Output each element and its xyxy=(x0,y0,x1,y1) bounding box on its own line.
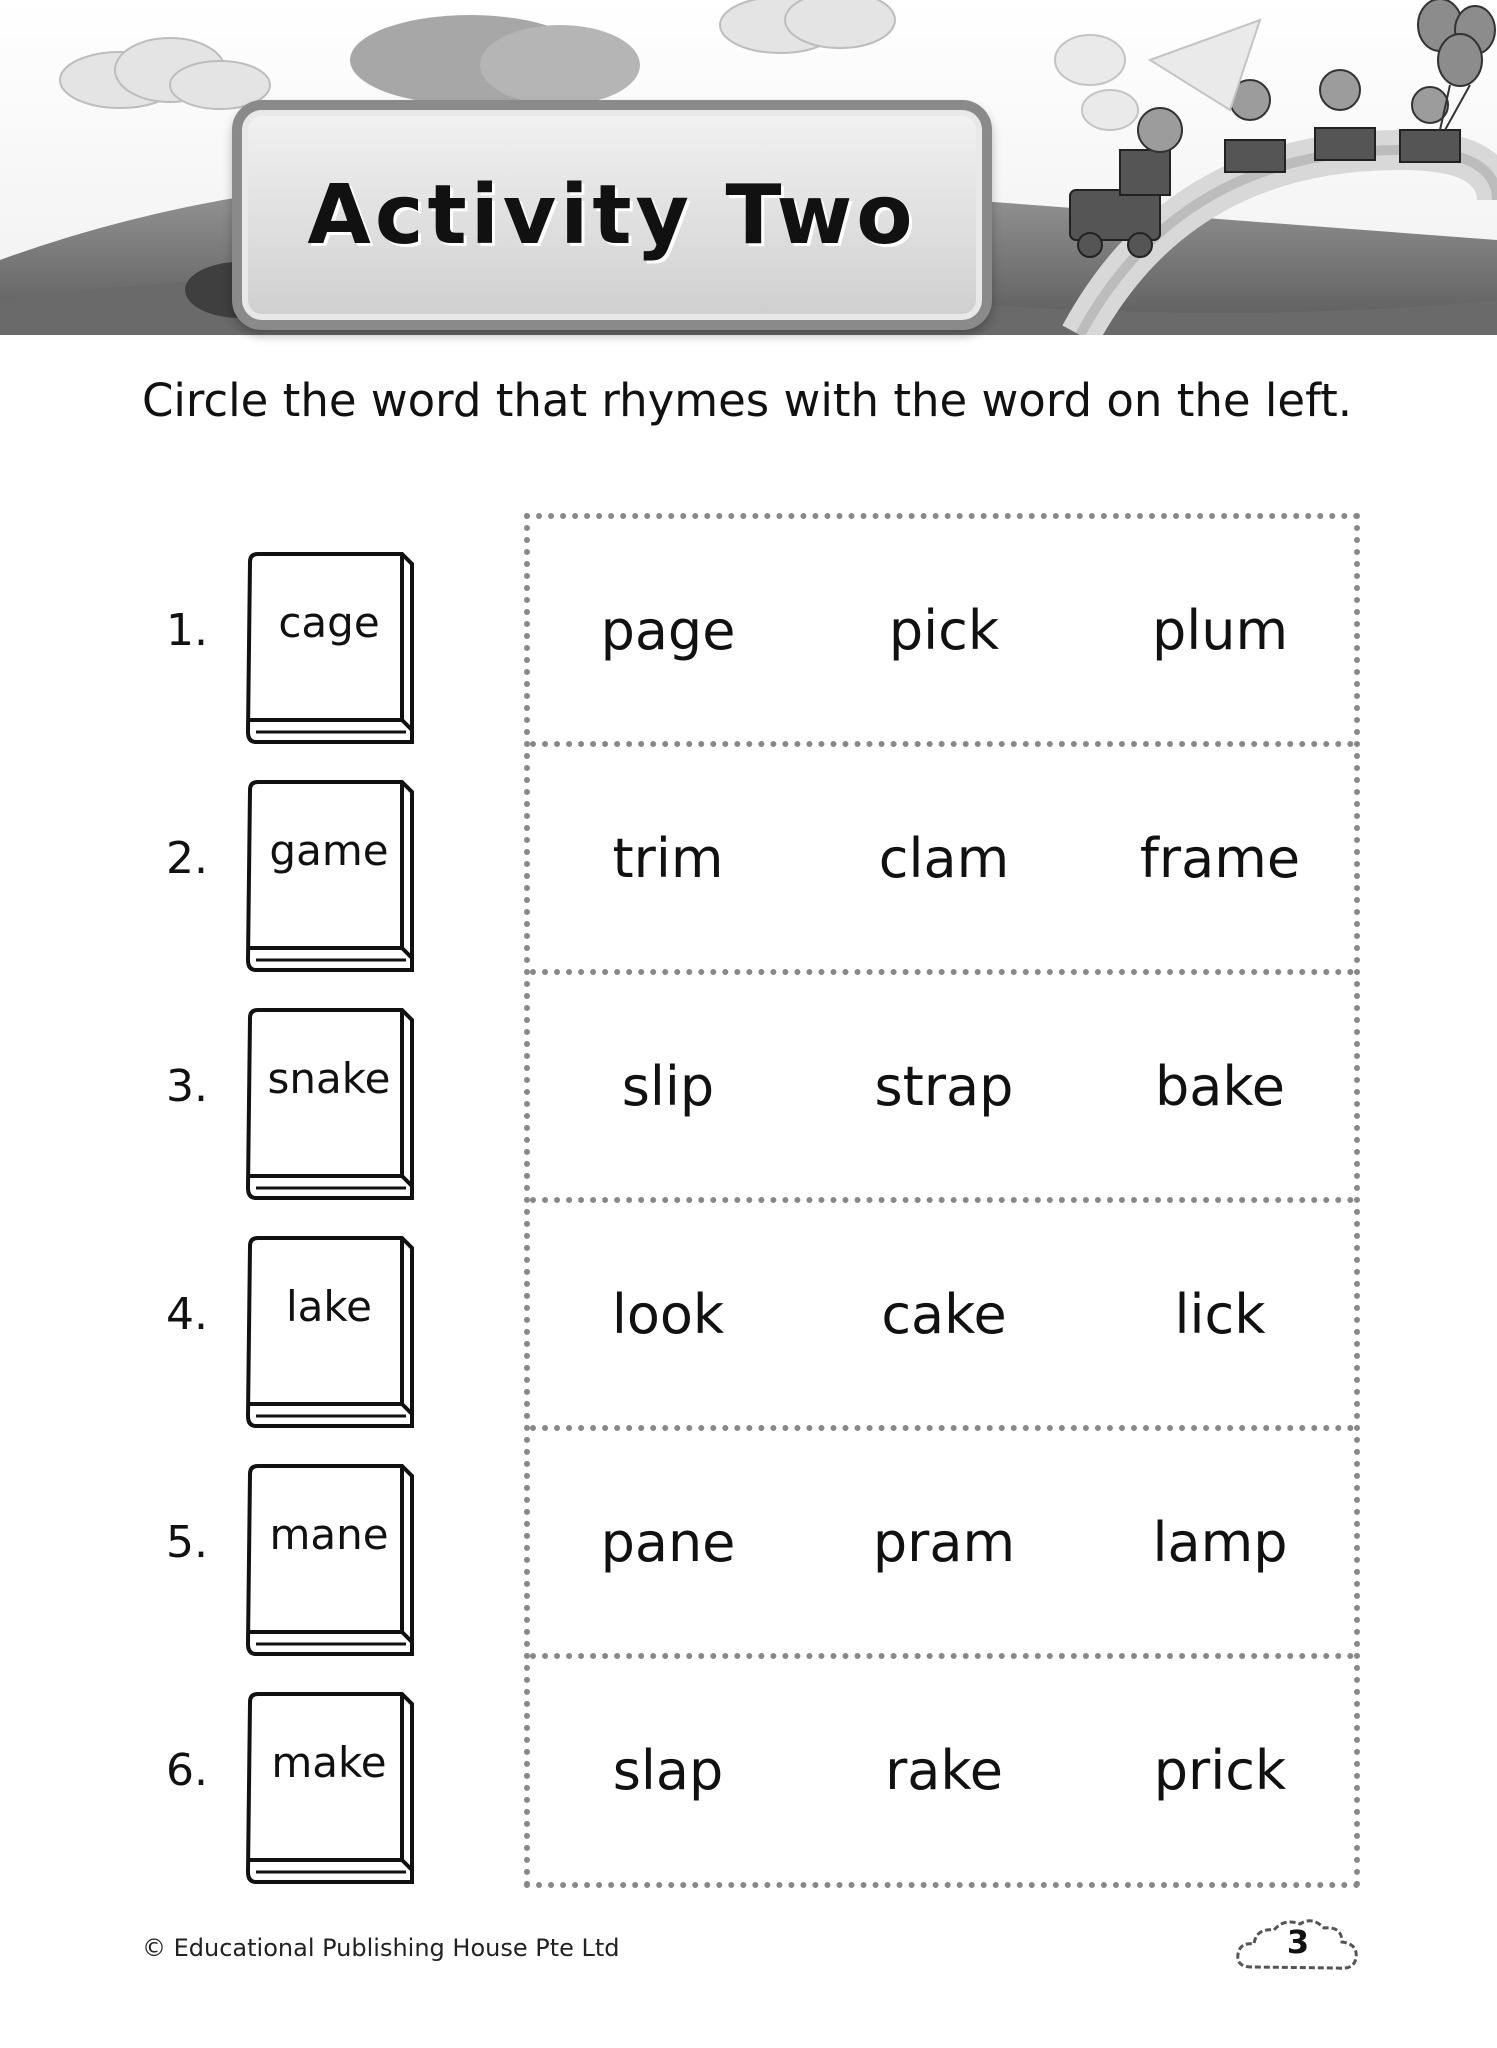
question-number: 5. xyxy=(166,1517,208,1568)
answer-option[interactable]: lamp xyxy=(1152,1511,1288,1574)
book-icon xyxy=(244,1234,420,1430)
answer-option[interactable]: trim xyxy=(612,827,724,890)
book-icon xyxy=(244,1690,420,1886)
answer-row xyxy=(530,1659,1354,1887)
page-number: 3 xyxy=(1286,1923,1310,1961)
answer-row xyxy=(530,1203,1354,1431)
question-number: 6. xyxy=(166,1745,208,1796)
answer-option[interactable]: pane xyxy=(600,1511,736,1574)
book-icon xyxy=(244,778,420,974)
rhyme-word: lake xyxy=(285,1282,373,1331)
answer-row xyxy=(530,1431,1354,1659)
book-icon xyxy=(244,550,420,746)
question-number: 2. xyxy=(166,833,208,884)
header-banner xyxy=(0,0,1497,335)
page-title: Activity Two xyxy=(307,167,917,263)
rhyme-word: mane xyxy=(269,1510,389,1559)
answer-option[interactable]: cake xyxy=(881,1283,1007,1346)
book-icon xyxy=(244,1006,420,1202)
answer-option[interactable]: slip xyxy=(621,1055,715,1118)
answer-option[interactable]: slap xyxy=(612,1739,724,1802)
rhyme-word: make xyxy=(271,1738,387,1787)
instruction-text: Circle the word that rhymes with the word on the left. xyxy=(142,374,1353,427)
answer-grid xyxy=(524,513,1360,1888)
answer-option[interactable]: pram xyxy=(872,1511,1016,1574)
answer-option[interactable]: prick xyxy=(1153,1739,1287,1802)
answer-option[interactable]: lick xyxy=(1174,1283,1266,1346)
answer-option[interactable]: strap xyxy=(874,1055,1014,1118)
question-number: 3. xyxy=(166,1061,208,1112)
rhyme-word: game xyxy=(269,826,389,875)
answer-option[interactable]: bake xyxy=(1155,1055,1285,1118)
answer-row xyxy=(530,519,1354,747)
rhyme-word: snake xyxy=(267,1054,391,1103)
answer-option[interactable]: clam xyxy=(878,827,1010,890)
question-number: 1. xyxy=(166,605,208,656)
rhyme-word: cage xyxy=(278,598,380,647)
answer-row xyxy=(530,747,1354,975)
answer-option[interactable]: rake xyxy=(885,1739,1003,1802)
answer-option[interactable]: frame xyxy=(1139,827,1301,890)
answer-option[interactable]: pick xyxy=(888,599,1000,662)
answer-option[interactable]: plum xyxy=(1151,599,1289,662)
answer-row xyxy=(530,975,1354,1203)
book-icon xyxy=(244,1462,420,1658)
title-plate xyxy=(232,100,992,330)
question-number: 4. xyxy=(166,1289,208,1340)
copyright-text: © Educational Publishing House Pte Ltd xyxy=(142,1934,620,1962)
answer-option[interactable]: look xyxy=(611,1283,725,1346)
answer-option[interactable]: page xyxy=(600,599,736,662)
